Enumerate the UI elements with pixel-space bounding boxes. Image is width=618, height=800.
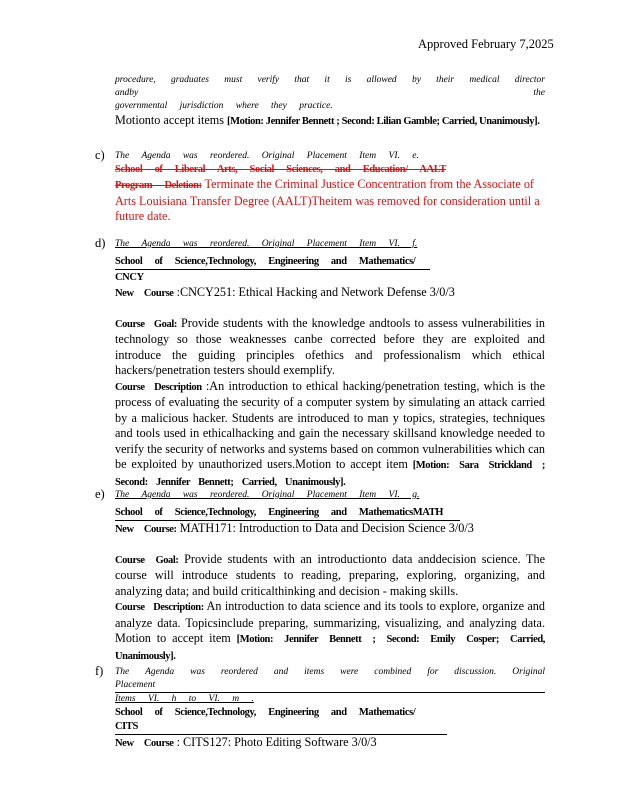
item-e-desc-text: An introduction to data science and its tools to explore, organize and analyze data. Topicsinclude preparing, summarizing, visualizing, and analyzing data. Motion to accept item: [115, 599, 545, 645]
item-d-new-course-text: :CNCY251: Ethical Hacking and Network Defense 3/0/3: [176, 285, 455, 299]
item-d: [115, 238, 545, 490]
item-c-program-text: Terminate the Criminal Justice Concentration from the Associate of Arts Louisiana Transfer Degree (AALT)Theitem was removed for consideration until a future date.: [115, 177, 540, 223]
item-c-label: c): [95, 148, 105, 162]
item-f-new-course-label: New Course: [115, 738, 174, 749]
item-e-new-course-text: MATH171: Introduction to Data and Decision Science 3/0/3: [179, 521, 474, 535]
intro-italic-line-1: procedure, graduates must verify that it is allowed by their medical director andby the: [115, 75, 545, 98]
approval-date: Approved February 7,2025: [418, 37, 554, 51]
item-d-school-code: CNCY: [115, 272, 144, 283]
item-d-agenda-note: The Agenda was reordered. Original Placement Item VI. f.: [115, 239, 418, 249]
intro-motion: [115, 113, 545, 130]
item-d-description: [115, 379, 545, 491]
item-d-goal: [115, 316, 545, 379]
intro-italic-line-2: governmental jurisdiction where they practice.: [115, 101, 333, 111]
item-e-agenda-note: The Agenda was reordered. Original Placement Item VI. g.: [115, 490, 420, 500]
item-f-new-course: [115, 735, 545, 752]
item-d-school: School of Science,Technology, Engineering and Mathematics/: [115, 255, 430, 270]
item-f-agenda-note-1: The Agenda was reordered and items were combined for discussion. Original Placement: [115, 666, 545, 693]
intro-section: [115, 74, 545, 130]
item-d-desc-label: Course Description: [115, 381, 202, 393]
item-e-new-course: [115, 521, 545, 538]
item-e-label: e): [95, 487, 105, 501]
item-d-goal-text: Provide students with the knowledge andtools to assess vulnerabilities in technology so those weaknesses canbe corrected before they are exploited and introduce the guiding principles ofethics and professionalism which ethical hackers/penetration testers should exemplify.: [115, 315, 546, 377]
item-f-label: f): [95, 664, 104, 678]
item-f-school: School of Science,Technology, Engineering and Mathematics/ CITS: [115, 706, 447, 735]
item-d-motion-detail: [Motion: Sara Strickland ; Second: Jennifer Bennett; Carried, Unanimously].: [115, 460, 545, 488]
item-f-agenda-note-2: Items VI. h to VI. m .: [115, 694, 254, 704]
item-c: [115, 150, 545, 225]
item-d-desc-text: :An introduction to ethical hacking/penetration testing, which is the process of evaluating the security of a computer system by simulating an attack carried by a malicious hacker. Students are introduced to man y topics, strategies, techniques and tools used in ethicalhacking and gain the necessary skillsand knowledge needed to verify the security of networks and systems based on common vulnerabilities which can be exploited by unauthorized users.Motion to accept item: [115, 378, 546, 471]
item-d-new-course-label: New Course: [115, 288, 174, 299]
item-e-new-course-label: New Course:: [115, 524, 177, 535]
item-d-label: d): [95, 236, 106, 250]
item-e-goal-text: Provide students with an introductionto data anddecision science. The course will introduce students to reading, preparing, exploring, organizing, and analyzing data; and build criticalthinking and decision - making skills.: [115, 551, 546, 598]
item-e-goal: [115, 552, 545, 600]
item-c-agenda-note: The Agenda was reordered. Original Placement Item VI. e.: [115, 151, 419, 161]
item-d-new-course: [115, 285, 545, 302]
item-c-program-label: Program Deletion:: [115, 180, 202, 191]
item-f: [115, 666, 545, 752]
item-d-goal-label: Course Goal:: [115, 318, 177, 330]
item-f-new-course-text: : CITS127: Photo Editing Software 3/0/3: [176, 735, 377, 749]
item-c-program: [115, 177, 545, 225]
item-e-school: School of Science,Technology, Engineering and MathematicsMATH: [115, 506, 460, 521]
item-e-motion-detail: [Motion: Jennifer Bennett ; Second: Emily Cosper; Carried, Unanimously].: [115, 634, 546, 662]
item-e-description: [115, 599, 545, 664]
intro-motion-detail: [Motion: Jennifer Bennett ; Second: Lilian Gamble; Carried, Unanimously].: [227, 116, 540, 127]
item-e-desc-label: Course Description:: [115, 602, 204, 613]
item-e-goal-label: Course Goal:: [115, 554, 179, 566]
intro-motion-prefix: Motionto accept items: [115, 113, 224, 127]
item-e: [115, 489, 545, 664]
item-c-school-struck: School of Liberal Arts, Social Sciences, and Education/ AALT: [115, 164, 446, 175]
